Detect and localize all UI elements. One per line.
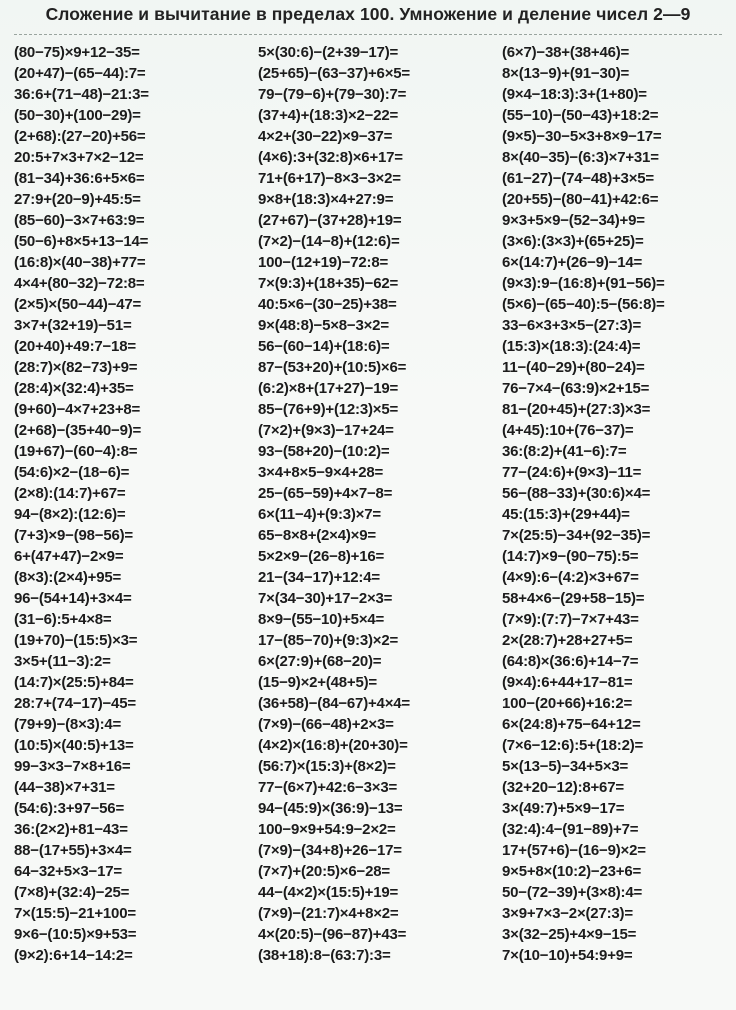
math-expression: 2×(28:7)+28+27+5= bbox=[502, 632, 633, 649]
math-expression: (9×3):9−(16:8)+(91−56)= bbox=[502, 275, 665, 292]
math-expression: (4×2)×(16:8)+(20+30)= bbox=[258, 737, 408, 754]
math-expression: 6×(27:9)+(68−20)= bbox=[258, 653, 382, 670]
math-expression: 28:7+(74−17)−45= bbox=[14, 695, 136, 712]
math-expression: (9×4):6+44+17−81= bbox=[502, 674, 633, 691]
math-expression: (80−75)×9+12−35= bbox=[14, 44, 140, 61]
math-expression: (20+47)−(65−44):7= bbox=[14, 65, 146, 82]
math-expression: (7×9)−(21:7)×4+8×2= bbox=[258, 905, 399, 922]
math-expression: (28:4)×(32:4)+35= bbox=[14, 380, 134, 397]
math-expression: 20:5+7×3+7×2−12= bbox=[14, 149, 144, 166]
math-expression: 88−(17+55)+3×4= bbox=[14, 842, 132, 859]
math-expression: 77−(6×7)+42:6−3×3= bbox=[258, 779, 398, 796]
math-expression: 50−(72−39)+(3×8):4= bbox=[502, 884, 643, 901]
math-expression: 100−(20+66)+16:2= bbox=[502, 695, 633, 712]
math-expression: 9×5+8×(10:2)−23+6= bbox=[502, 863, 642, 880]
math-expression: 44−(4×2)×(15:5)+19= bbox=[258, 884, 399, 901]
math-expression: (9×5)−30−5×3+8×9−17= bbox=[502, 128, 662, 145]
math-expression: 8×9−(55−10)+5×4= bbox=[258, 611, 385, 628]
math-expression: (7×9):(7:7)−7×7+43= bbox=[502, 611, 639, 628]
math-expression: (7×2)+(9×3)−17+24= bbox=[258, 422, 394, 439]
math-expression: (31−6):5+4×8= bbox=[14, 611, 112, 628]
math-expression: (7+3)×9−(98−56)= bbox=[14, 527, 133, 544]
math-expression: 6+(47+47)−2×9= bbox=[14, 548, 124, 565]
math-expression: (9+60)−4×7+23+8= bbox=[14, 401, 141, 418]
math-expression: (81−34)+36:6+5×6= bbox=[14, 170, 145, 187]
math-expression: 3×7+(32+19)−51= bbox=[14, 317, 132, 334]
math-expression: 7×(15:5)−21+100= bbox=[14, 905, 136, 922]
math-expression: (8×3):(2×4)+95= bbox=[14, 569, 122, 586]
math-expression: 71+(6+17)−8×3−3×2= bbox=[258, 170, 401, 187]
math-expression: (20+55)−(80−41)+42:6= bbox=[502, 191, 659, 208]
math-expression: (9×4−18:3):3+(1+80)= bbox=[502, 86, 647, 103]
math-expression: 8×(40−35)−(6:3)×7+31= bbox=[502, 149, 659, 166]
expression-column-2 bbox=[258, 42, 410, 966]
math-expression: 9×3+5×9−(52−34)+9= bbox=[502, 212, 645, 229]
math-expression: 100−9×9+54:9−2×2= bbox=[258, 821, 396, 838]
math-expression: (7×7)+(20:5)×6−28= bbox=[258, 863, 390, 880]
math-expression: (37+4)+(18:3)×2−22= bbox=[258, 107, 399, 124]
math-expression: 36:(2×2)+81−43= bbox=[14, 821, 128, 838]
math-expression: 94−(45:9)×(36:9)−13= bbox=[258, 800, 403, 817]
math-expression: (9×2):6+14−14:2= bbox=[14, 947, 133, 964]
math-expression: 27:9+(20−9)+45:5= bbox=[14, 191, 141, 208]
math-expression: (19+67)−(60−4):8= bbox=[14, 443, 138, 460]
math-expression: (32:4):4−(91−89)+7= bbox=[502, 821, 639, 838]
math-expression: (25+65)−(63−37)+6×5= bbox=[258, 65, 410, 82]
math-expression: 79−(79−6)+(79−30):7= bbox=[258, 86, 407, 103]
math-expression: (15:3)×(18:3):(24:4)= bbox=[502, 338, 641, 355]
math-expression: (7×6−12:6):5+(18:2)= bbox=[502, 737, 644, 754]
math-expression: (14:7)×9−(90−75):5= bbox=[502, 548, 639, 565]
math-expression: 4×(20:5)−(96−87)+43= bbox=[258, 926, 407, 943]
math-expression: (20+40)+49:7−18= bbox=[14, 338, 136, 355]
math-expression: 21−(34−17)+12:4= bbox=[258, 569, 380, 586]
title-divider bbox=[14, 34, 722, 35]
math-expression: 56−(60−14)+(18:6)= bbox=[258, 338, 390, 355]
math-expression: 3×(32−25)+4×9−15= bbox=[502, 926, 637, 943]
expression-column-1 bbox=[14, 42, 149, 966]
math-expression: (6×7)−38+(38+46)= bbox=[502, 44, 630, 61]
math-expression: (4+45):10+(76−37)= bbox=[502, 422, 634, 439]
math-expression: (2×5)×(50−44)−47= bbox=[14, 296, 142, 313]
math-expression: (36+58)−(84−67)+4×4= bbox=[258, 695, 410, 712]
math-expression: (54:6):3+97−56= bbox=[14, 800, 124, 817]
math-expression: 58+4×6−(29+58−15)= bbox=[502, 590, 645, 607]
math-expression: 6×(11−4)+(9:3)×7= bbox=[258, 506, 381, 523]
math-expression: 4×4+(80−32)−72:8= bbox=[14, 275, 145, 292]
math-expression: (32+20−12):8+67= bbox=[502, 779, 624, 796]
math-expression: (6:2)×8+(17+27)−19= bbox=[258, 380, 399, 397]
math-expression: 9×6−(10:5)×9+53= bbox=[14, 926, 137, 943]
math-expression: (64:8)×(36:6)+14−7= bbox=[502, 653, 639, 670]
math-expression: (3×6):(3×3)+(65+25)= bbox=[502, 233, 644, 250]
math-expression: 87−(53+20)+(10:5)×6= bbox=[258, 359, 407, 376]
math-expression: 85−(76+9)+(12:3)×5= bbox=[258, 401, 399, 418]
math-expression: 96−(54+14)+3×4= bbox=[14, 590, 132, 607]
math-expression: 6×(24:8)+75−64+12= bbox=[502, 716, 641, 733]
math-expression: 33−6×3+3×5−(27:3)= bbox=[502, 317, 642, 334]
worksheet-title: Сложение и вычитание в пределах 100. Умножение и деление чисел 2—9 bbox=[45, 4, 691, 24]
math-expression: (56:7)×(15:3)+(8×2)= bbox=[258, 758, 396, 775]
math-expression: 9×(48:8)−5×8−3×2= bbox=[258, 317, 389, 334]
math-expression: (55−10)−(50−43)+18:2= bbox=[502, 107, 659, 124]
math-expression: 7×(9:3)+(18+35)−62= bbox=[258, 275, 399, 292]
math-expression: (28:7)×(82−73)+9= bbox=[14, 359, 138, 376]
math-expression: 100−(12+19)−72:8= bbox=[258, 254, 389, 271]
math-expression: (2+68)−(35+40−9)= bbox=[14, 422, 142, 439]
math-expression: 94−(8×2):(12:6)= bbox=[14, 506, 126, 523]
math-expression: (50−30)+(100−29)= bbox=[14, 107, 141, 124]
math-expression: (7×2)−(14−8)+(12:6)= bbox=[258, 233, 400, 250]
math-expression: (44−38)×7+31= bbox=[14, 779, 115, 796]
math-expression: (16:8)×(40−38)+77= bbox=[14, 254, 146, 271]
math-expression: 77−(24:6)+(9×3)−11= bbox=[502, 464, 642, 481]
math-expression: 25−(65−59)+4×7−8= bbox=[258, 485, 393, 502]
math-expression: 17−(85−70)+(9:3)×2= bbox=[258, 632, 399, 649]
math-expression: 3×9+7×3−2×(27:3)= bbox=[502, 905, 633, 922]
math-expression: (85−60)−3×7+63:9= bbox=[14, 212, 145, 229]
math-expression: (38+18):8−(63:7):3= bbox=[258, 947, 391, 964]
math-expression: (19+70)−(15:5)×3= bbox=[14, 632, 138, 649]
math-expression: (4×6):3+(32:8)×6+17= bbox=[258, 149, 403, 166]
math-expression: (7×8)+(32:4)−25= bbox=[14, 884, 130, 901]
math-expression: 93−(58+20)−(10:2)= bbox=[258, 443, 390, 460]
math-expression: 9×8+(18:3)×4+27:9= bbox=[258, 191, 394, 208]
math-expression: (5×6)−(65−40):5−(56:8)= bbox=[502, 296, 665, 313]
math-expression: 99−3×3−7×8+16= bbox=[14, 758, 131, 775]
math-expression: 8×(13−9)+(91−30)= bbox=[502, 65, 630, 82]
math-expression: 5×(30:6)−(2+39−17)= bbox=[258, 44, 399, 61]
math-expression: 3×4+8×5−9×4+28= bbox=[258, 464, 384, 481]
math-expression: 36:(8:2)+(41−6):7= bbox=[502, 443, 627, 460]
math-expression: (2×8):(14:7)+67= bbox=[14, 485, 126, 502]
math-expression: (2+68):(27−20)+56= bbox=[14, 128, 146, 145]
math-expression: 36:6+(71−48)−21:3= bbox=[14, 86, 149, 103]
math-expression: 17+(57+6)−(16−9)×2= bbox=[502, 842, 646, 859]
expression-column-3 bbox=[502, 42, 665, 966]
math-expression: (54:6)×2−(18−6)= bbox=[14, 464, 130, 481]
math-expression: 76−7×4−(63:9)×2+15= bbox=[502, 380, 650, 397]
math-expression: 6×(14:7)+(26−9)−14= bbox=[502, 254, 643, 271]
math-expression: (14:7)×(25:5)+84= bbox=[14, 674, 134, 691]
math-expression: 81−(20+45)+(27:3)×3= bbox=[502, 401, 651, 418]
math-expression: (7×9)−(34+8)+26−17= bbox=[258, 842, 402, 859]
math-expression: 7×(10−10)+54:9+9= bbox=[502, 947, 633, 964]
math-expression: (10:5)×(40:5)+13= bbox=[14, 737, 134, 754]
math-expression: 5×(13−5)−34+5×3= bbox=[502, 758, 629, 775]
math-expression: 65−8×8+(2×4)×9= bbox=[258, 527, 376, 544]
math-expression: 3×5+(11−3):2= bbox=[14, 653, 111, 670]
math-expression: 11−(40−29)+(80−24)= bbox=[502, 359, 645, 376]
math-expression: (50−6)+8×5+13−14= bbox=[14, 233, 149, 250]
math-expression: 40:5×6−(30−25)+38= bbox=[258, 296, 397, 313]
math-expression: 7×(25:5)−34+(92−35)= bbox=[502, 527, 651, 544]
math-expression: (27+67)−(37+28)+19= bbox=[258, 212, 402, 229]
math-expression: 45:(15:3)+(29+44)= bbox=[502, 506, 630, 523]
math-expression: 7×(34−30)+17−2×3= bbox=[258, 590, 393, 607]
math-expression: 64−32+5×3−17= bbox=[14, 863, 122, 880]
math-expression: (15−9)×2+(48+5)= bbox=[258, 674, 377, 691]
math-expression: (4×9):6−(4:2)×3+67= bbox=[502, 569, 639, 586]
math-expression: (61−27)−(74−48)+3×5= bbox=[502, 170, 654, 187]
math-expression: (79+9)−(8×3):4= bbox=[14, 716, 122, 733]
math-expression: 3×(49:7)+5×9−17= bbox=[502, 800, 625, 817]
math-expression: 56−(88−33)+(30:6)×4= bbox=[502, 485, 651, 502]
math-expression: (7×9)−(66−48)+2×3= bbox=[258, 716, 394, 733]
math-expression: 4×2+(30−22)×9−37= bbox=[258, 128, 393, 145]
math-expression: 5×2×9−(26−8)+16= bbox=[258, 548, 385, 565]
